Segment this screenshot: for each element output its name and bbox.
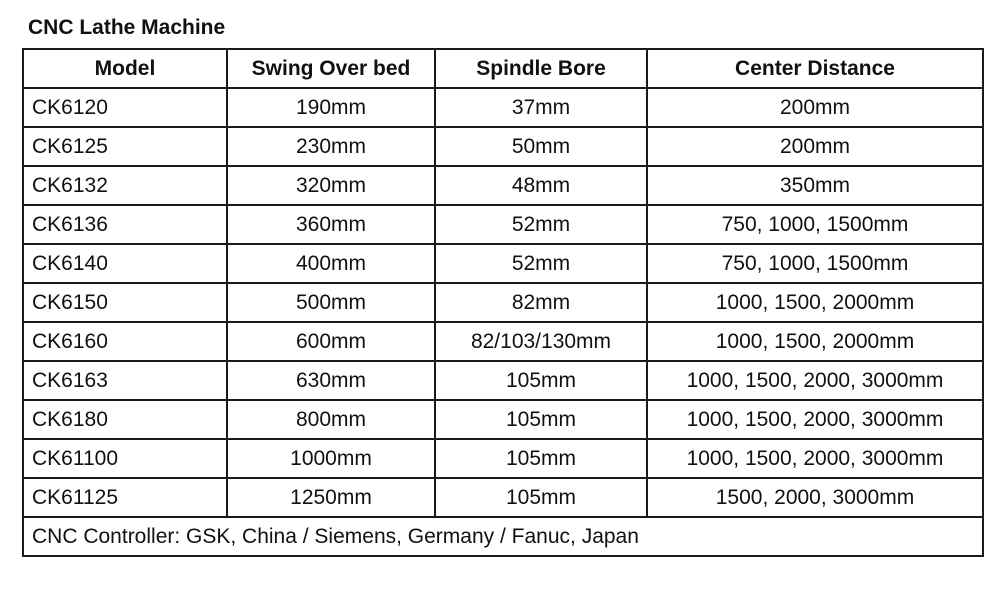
table-row bbox=[23, 205, 983, 244]
swing-cell: 230mm bbox=[227, 127, 435, 166]
distance-cell: 1000, 1500, 2000, 3000mm bbox=[647, 361, 983, 400]
model-cell: CK6132 bbox=[23, 166, 227, 205]
swing-cell: 800mm bbox=[227, 400, 435, 439]
swing-cell: 500mm bbox=[227, 283, 435, 322]
table-row bbox=[23, 283, 983, 322]
distance-cell: 1000, 1500, 2000, 3000mm bbox=[647, 439, 983, 478]
swing-cell: 1250mm bbox=[227, 478, 435, 517]
table-row bbox=[23, 322, 983, 361]
header-swing-over-bed: Swing Over bed bbox=[227, 49, 435, 88]
table-header-row bbox=[23, 49, 983, 88]
distance-cell: 1000, 1500, 2000mm bbox=[647, 322, 983, 361]
swing-cell: 400mm bbox=[227, 244, 435, 283]
distance-cell: 350mm bbox=[647, 166, 983, 205]
model-cell: CK6160 bbox=[23, 322, 227, 361]
distance-cell: 750, 1000, 1500mm bbox=[647, 205, 983, 244]
lathe-spec-table bbox=[22, 48, 984, 557]
controller-note: CNC Controller: GSK, China / Siemens, Germany / Fanuc, Japan bbox=[23, 517, 983, 556]
model-cell: CK61125 bbox=[23, 478, 227, 517]
table-row bbox=[23, 361, 983, 400]
bore-cell: 52mm bbox=[435, 205, 647, 244]
table-row bbox=[23, 439, 983, 478]
model-cell: CK6125 bbox=[23, 127, 227, 166]
table-row bbox=[23, 478, 983, 517]
bore-cell: 48mm bbox=[435, 166, 647, 205]
bore-cell: 105mm bbox=[435, 361, 647, 400]
table-row bbox=[23, 88, 983, 127]
swing-cell: 1000mm bbox=[227, 439, 435, 478]
bore-cell: 52mm bbox=[435, 244, 647, 283]
bore-cell: 82/103/130mm bbox=[435, 322, 647, 361]
distance-cell: 200mm bbox=[647, 127, 983, 166]
model-cell: CK6180 bbox=[23, 400, 227, 439]
header-center-distance: Center Distance bbox=[647, 49, 983, 88]
distance-cell: 1000, 1500, 2000mm bbox=[647, 283, 983, 322]
controller-footer-row bbox=[23, 517, 983, 556]
bore-cell: 50mm bbox=[435, 127, 647, 166]
swing-cell: 190mm bbox=[227, 88, 435, 127]
table-row bbox=[23, 400, 983, 439]
header-spindle-bore: Spindle Bore bbox=[435, 49, 647, 88]
distance-cell: 750, 1000, 1500mm bbox=[647, 244, 983, 283]
swing-cell: 630mm bbox=[227, 361, 435, 400]
distance-cell: 1000, 1500, 2000, 3000mm bbox=[647, 400, 983, 439]
table-row bbox=[23, 127, 983, 166]
header-model: Model bbox=[23, 49, 227, 88]
swing-cell: 360mm bbox=[227, 205, 435, 244]
bore-cell: 105mm bbox=[435, 400, 647, 439]
swing-cell: 320mm bbox=[227, 166, 435, 205]
model-cell: CK6163 bbox=[23, 361, 227, 400]
swing-cell: 600mm bbox=[227, 322, 435, 361]
model-cell: CK6150 bbox=[23, 283, 227, 322]
table-row bbox=[23, 244, 983, 283]
model-cell: CK6120 bbox=[23, 88, 227, 127]
bore-cell: 37mm bbox=[435, 88, 647, 127]
model-cell: CK61100 bbox=[23, 439, 227, 478]
bore-cell: 105mm bbox=[435, 439, 647, 478]
distance-cell: 200mm bbox=[647, 88, 983, 127]
model-cell: CK6140 bbox=[23, 244, 227, 283]
distance-cell: 1500, 2000, 3000mm bbox=[647, 478, 983, 517]
bore-cell: 105mm bbox=[435, 478, 647, 517]
table-row bbox=[23, 166, 983, 205]
model-cell: CK6136 bbox=[23, 205, 227, 244]
bore-cell: 82mm bbox=[435, 283, 647, 322]
document-title: CNC Lathe Machine bbox=[28, 16, 226, 39]
